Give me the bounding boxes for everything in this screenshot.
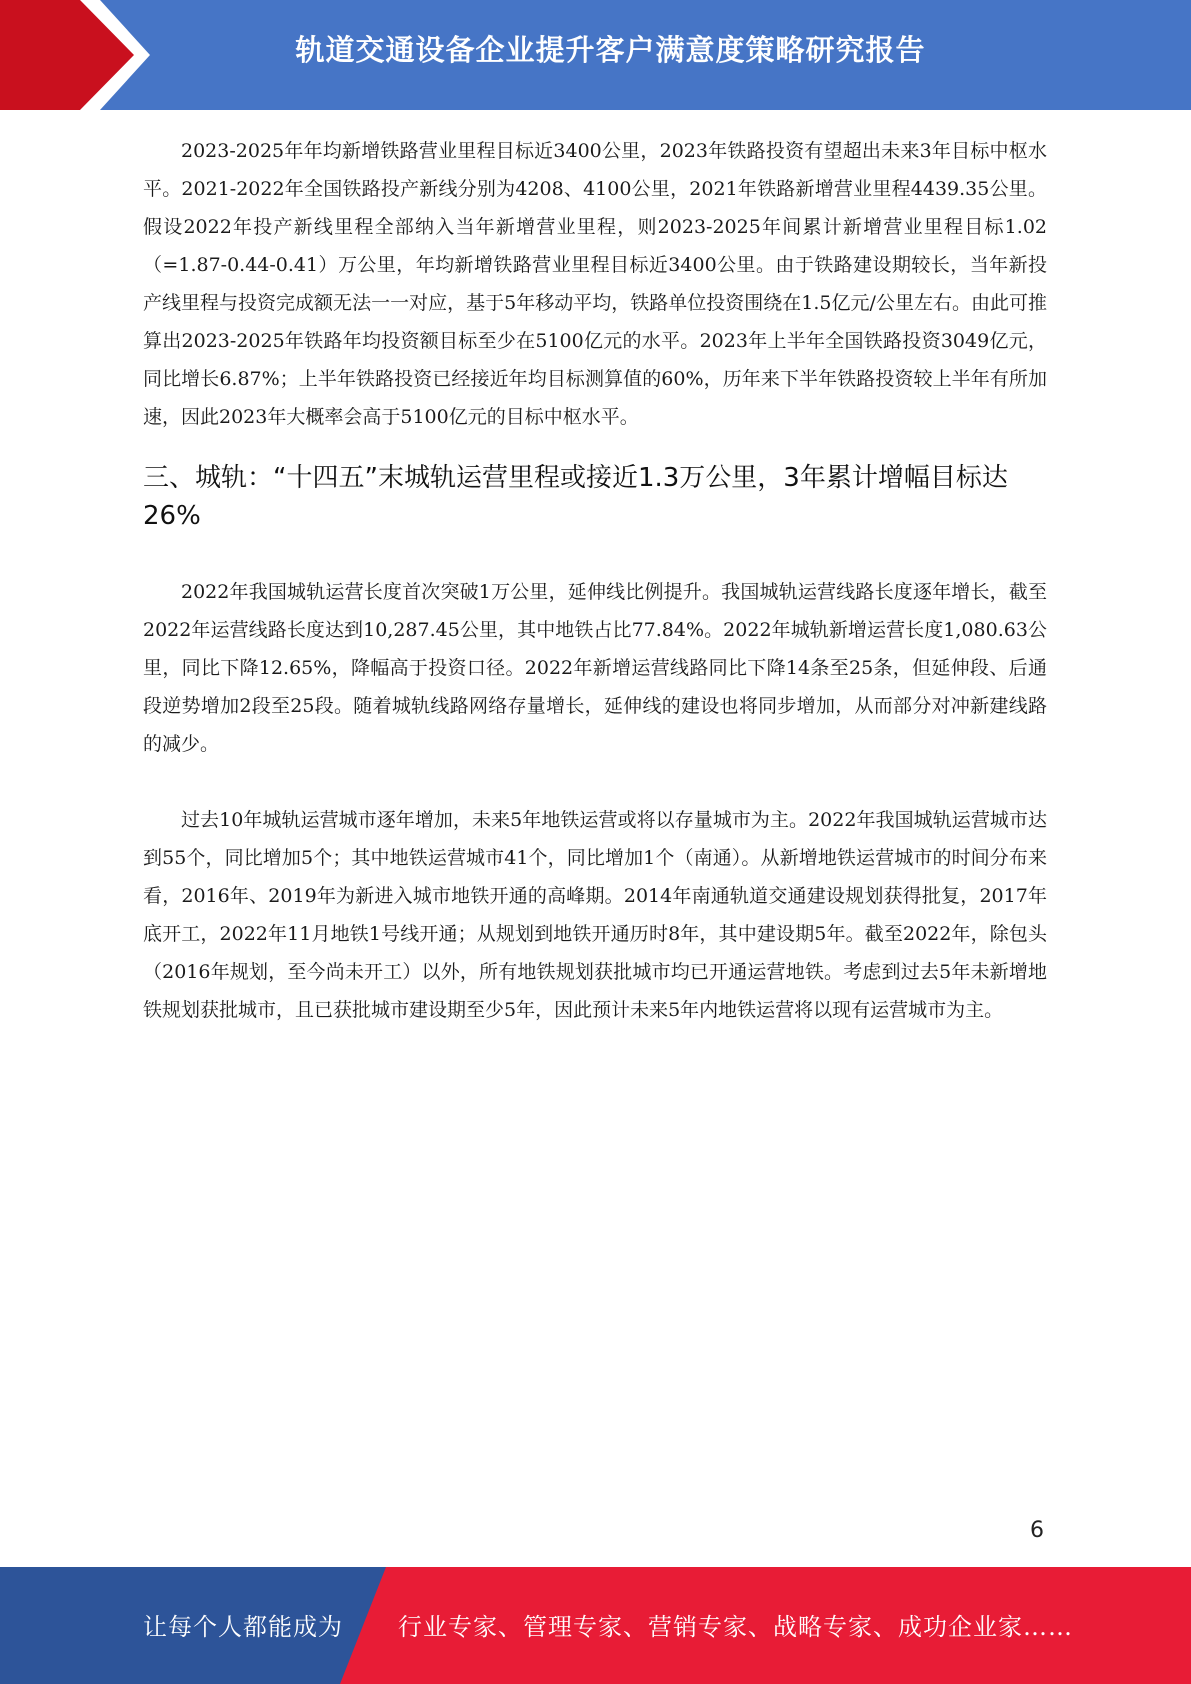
paragraph-railway-investment: 2023-2025年年均新增铁路营业里程目标近3400公里，2023年铁路投资有望超出未来3年目标中枢水平。2021-2022年全国铁路投产新线分别为4208、4100公里，2021年铁路新增营业里程4439.35公里。假设2022年投产新线里程全部纳入当年新增营业里程，则2023-2025年间累计新增营业里程目标1.02（=1.87-0.44-0.41）万公里，年均新增铁路营业里程目标近3400公里。由于铁路建设期较长，当年新投产线里程与投资完成额无法一一对应，基于5年移动平均，铁路单位投资围绕在1.5亿元/公里左右。由此可推算出2023-2025年铁路年均投资额目标至少在5100亿元的水平。2023年上半年全国铁路投资3049亿元，同比增长6.87%；上半年铁路投资已经接近年均目标测算值的60%，历年来下半年铁路投资较上半年有所加速，因此2023年大概率会高于5100亿元的目标中枢水平。 (143, 140, 1047, 428)
section-heading-urban-rail: 三、城轨：“十四五”末城轨运营里程或接近1.3万公里，3年累计增幅目标达26% (143, 463, 1008, 531)
page-footer (0, 1567, 1191, 1684)
page-body (143, 132, 1047, 1029)
paragraph-urban-rail-length: 2022年我国城轨运营长度首次突破1万公里，延伸线比例提升。我国城轨运营线路长度逐年增长，截至2022年运营线路长度达到10,287.45公里，其中地铁占比77.84%。2022年城轨新增运营长度1,080.63公里，同比下降12.65%，降幅高于投资口径。2022年新增运营线路同比下降14条至25条，但延伸段、后通段逆势增加2段至25段。随着城轨线路网络存量增长，延伸线的建设也将同步增加，从而部分对冲新建线路的减少。 (143, 581, 1047, 755)
page-header (0, 0, 1191, 110)
paragraph-urban-rail-cities: 过去10年城轨运营城市逐年增加，未来5年地铁运营或将以存量城市为主。2022年我国城轨运营城市达到55个，同比增加5个；其中地铁运营城市41个，同比增加1个（南通）。从新增地铁运营城市的时间分布来看，2016年、2019年为新进入城市地铁开通的高峰期。2014年南通轨道交通建设规划获得批复，2017年底开工，2022年11月地铁1号线开通；从规划到地铁开通历时8年，其中建设期5年。截至2022年，除包头（2016年规划，至今尚未开工）以外，所有地铁规划获批城市均已开通运营地铁。考虑到过去5年未新增地铁规划获批城市，且已获批城市建设期至少5年，因此预计未来5年内地铁运营将以现有运营城市为主。 (143, 809, 1047, 1021)
footer-slogan-right: 行业专家、管理专家、营销专家、战略专家、成功企业家…… (398, 1613, 1073, 1641)
footer-slogan-left: 让每个人都能成为 (143, 1613, 343, 1641)
page-number: 6 (1030, 1518, 1044, 1543)
report-title: 轨道交通设备企业提升客户满意度策略研究报告 (295, 33, 926, 67)
